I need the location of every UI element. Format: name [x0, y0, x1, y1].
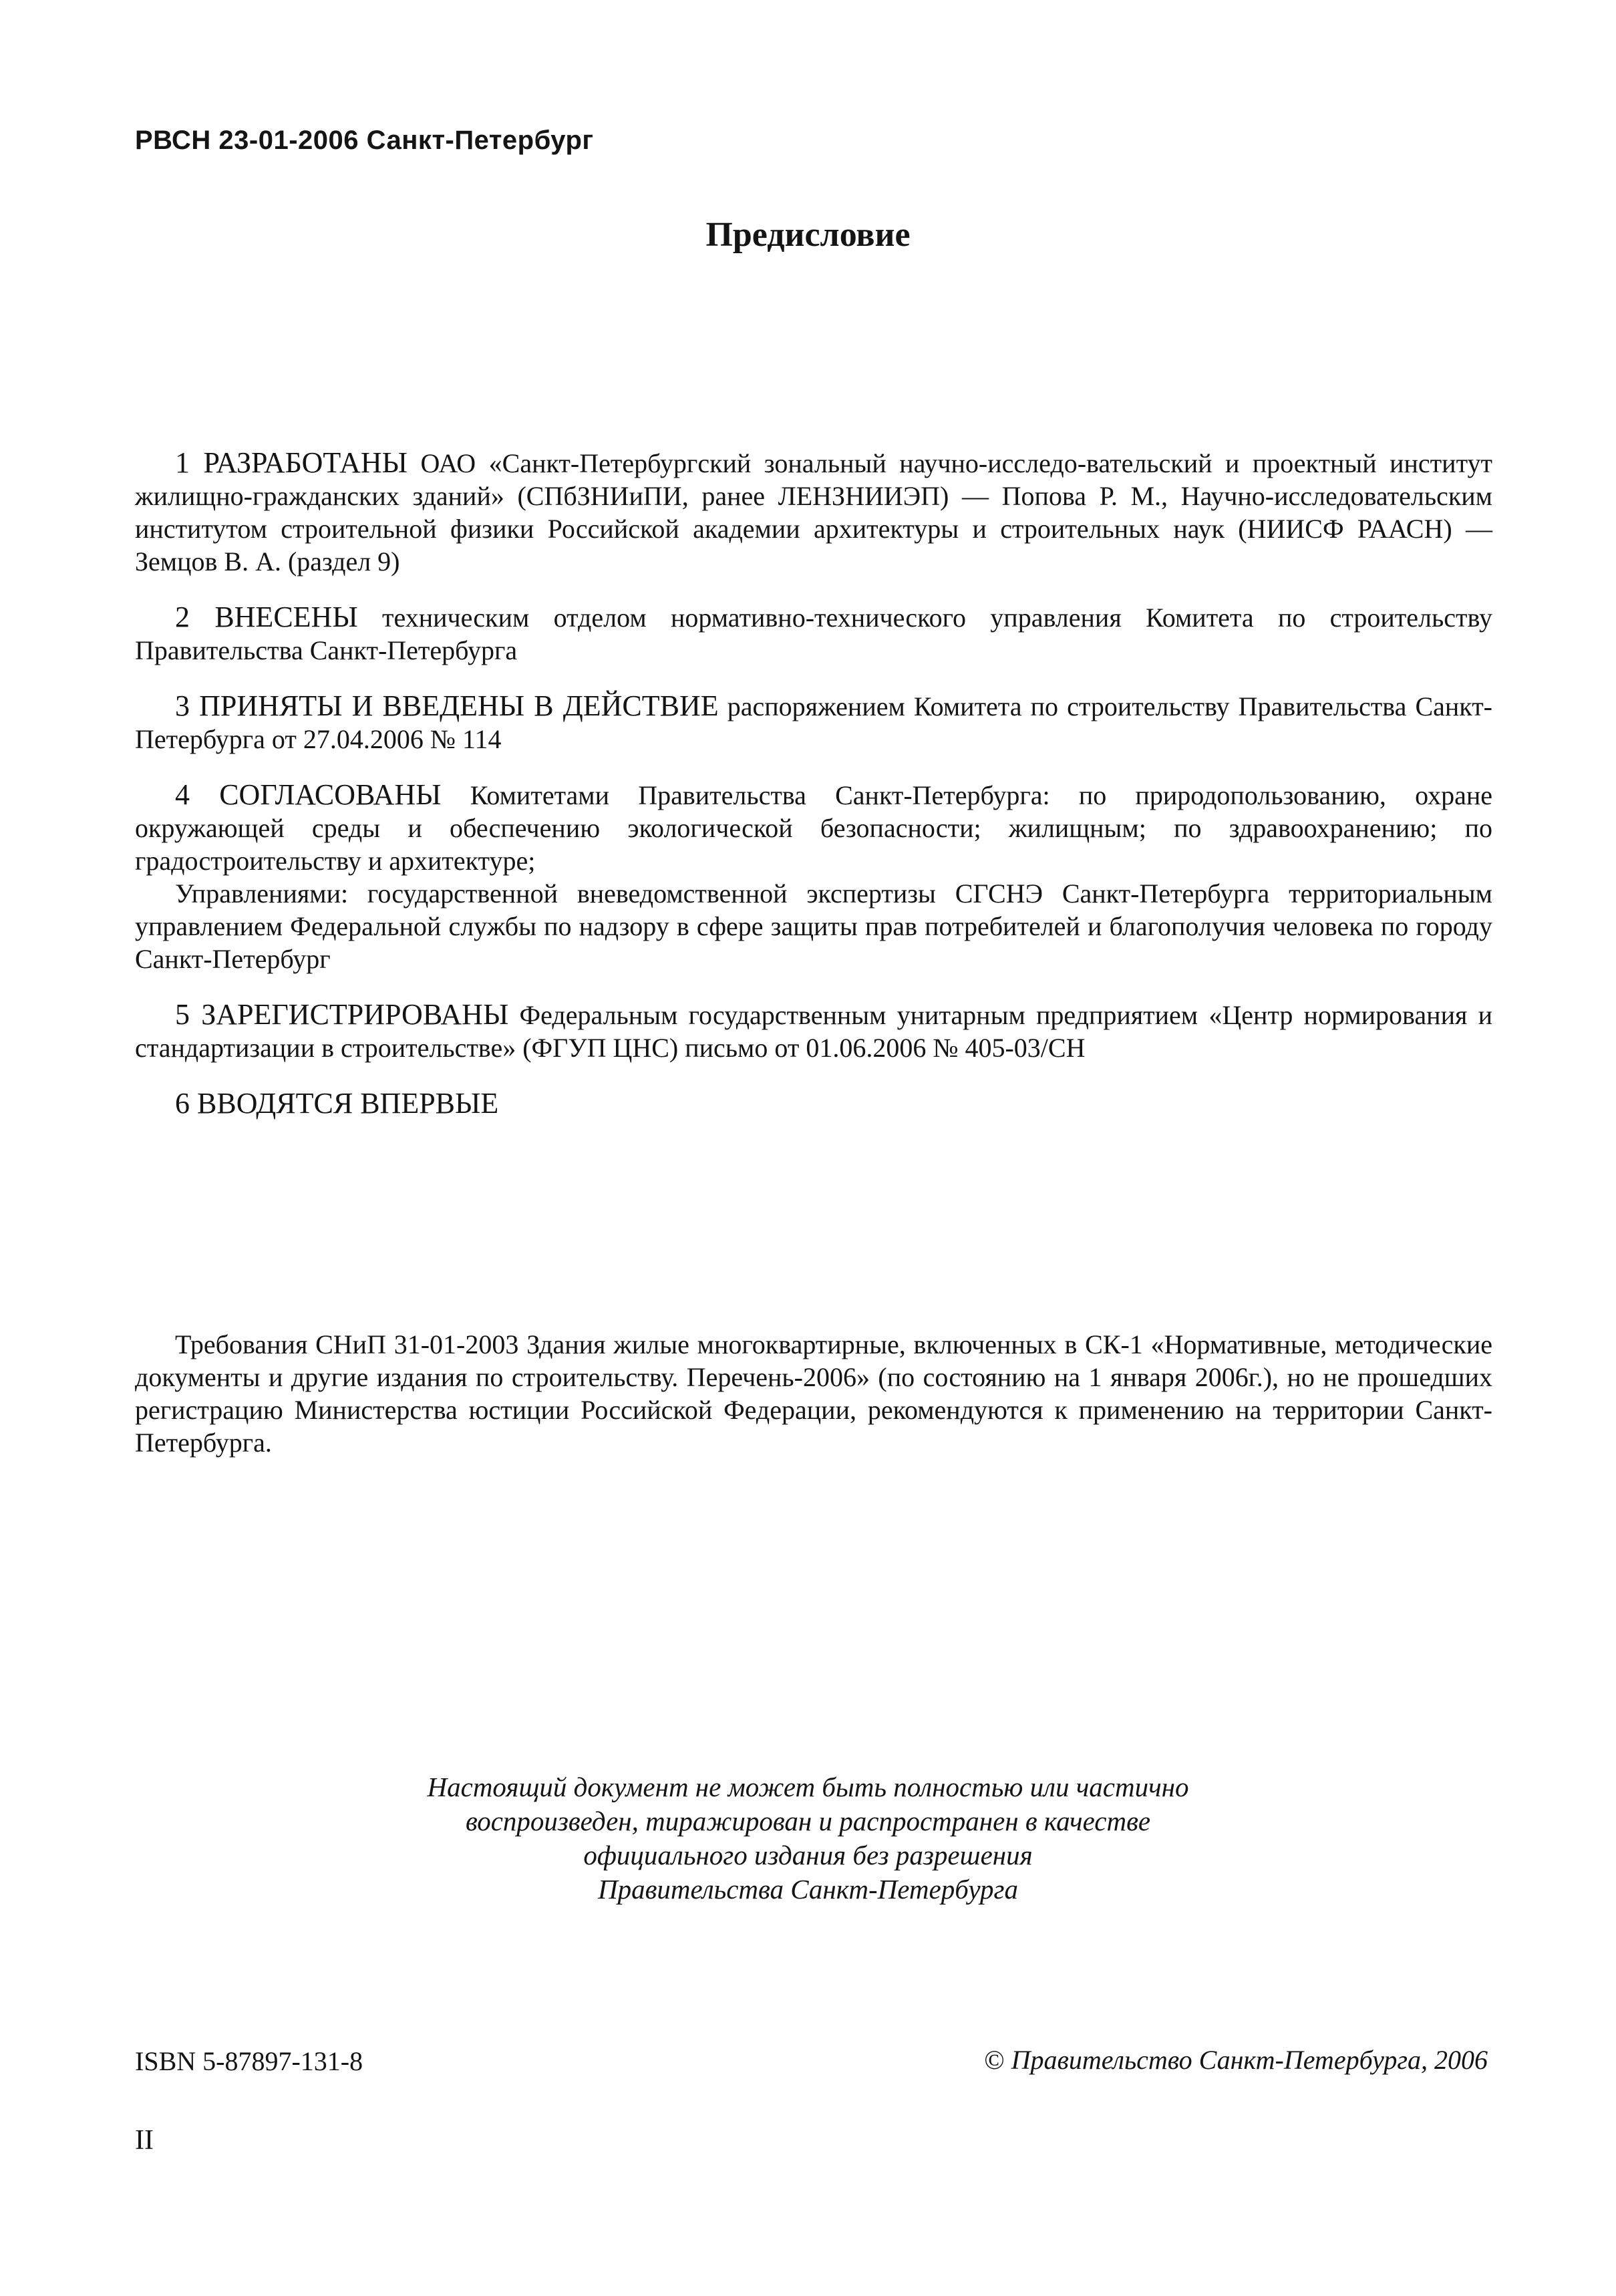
item-lead: 6 ВВОДЯТСЯ ВПЕРВЫЕ: [175, 1087, 499, 1120]
item-text: Комитетами Правительства Санкт-Петербурга: по природопользованию, охране окружающей среды и обеспечению экологической безопасности; жилищным; по здравоохранению; по градостроительству и архитектуре;: [135, 780, 1492, 876]
notice-line: Правительства Санкт-Петербурга: [598, 1874, 1018, 1905]
isbn: ISBN 5-87897-131-8: [135, 2046, 363, 2076]
item-lead: 1 РАЗРАБОТАНЫ: [175, 446, 408, 479]
item-text: Федеральным государственным унитарным предприятием «Центр нормирования и стандартизации в строительстве» (ФГУП ЦНС) письмо от 01.06.2006 № 405-03/СН: [135, 1000, 1492, 1063]
item-lead: 4 СОГЛАСОВАНЫ: [175, 778, 442, 811]
copyright-notice: [0, 1770, 1616, 1907]
preface-item-6: [135, 1087, 1492, 1120]
item-lead: 2 ВНЕСЕНЫ: [175, 601, 358, 633]
item-text: ОАО «Санкт-Петербургский зональный научно-исследо-вательский и проектный институт жилищно-гражданских зданий» (СПбЗНИиПИ, ранее ЛЕНЗНИИЭП) — Попова Р. М., Научно-исследовательским институтом строительной физики Российской академии архитектуры и строительных наук (НИИСФ РААСН) — Земцов В. А. (раздел 9): [135, 448, 1492, 577]
preface-item-3: [135, 689, 1492, 756]
document-code-header: РВСН 23-01-2006 Санкт-Петербург: [135, 126, 594, 155]
item-text: техническим отделом нормативно-технического управления Комитета по строительству Правительства Санкт-Петербурга: [135, 603, 1492, 665]
preface-item-4-continuation: Управлениями: государственной вневедомственной экспертизы СГСНЭ Санкт-Петербурга территориальным управлением Федеральной службы по надзору в сфере защиты прав потребителей и благополучия человека по городу Санкт-Петербург: [135, 878, 1492, 974]
notice-line: воспроизведен, тиражирован и распространен в качестве: [465, 1806, 1151, 1836]
preface-item-5: [135, 998, 1492, 1064]
preface-item-4: [135, 778, 1492, 877]
page-title: Предисловие: [705, 216, 911, 254]
preface-item-1: [135, 446, 1492, 578]
copyright-symbol: ©: [984, 2045, 1005, 2075]
requirements-note: Требования СНиП 31-01-2003 Здания жилые многоквартирные, включенных в СК-1 «Нормативные, методические документы и другие издания по строительству. Перечень-2006» (по состоянию на 1 января 2006г.), но не прошедших регистрацию Министерства юстиции Российской Федерации, рекомендуются к применению на территории Санкт-Петербурга.: [135, 1329, 1492, 1458]
preface-item-2: [135, 601, 1492, 667]
copyright-holder: Правительство Санкт-Петербурга, 2006: [1011, 2045, 1488, 2075]
notice-line: Настоящий документ не может быть полностью или частично: [427, 1772, 1189, 1802]
requirements-note-block: [135, 1328, 1492, 1459]
item-lead: 3 ПРИНЯТЫ И ВВЕДЕНЫ В ДЕЙСТВИЕ: [175, 689, 719, 722]
item-text: распоряжением Комитета по строительству Правительства Санкт-Петербурга от 27.04.2006 № 114: [135, 691, 1492, 754]
item-lead: 5 ЗАРЕГИСТРИРОВАНЫ: [175, 998, 509, 1031]
page-number: II: [135, 2125, 154, 2156]
preface-items: [135, 446, 1492, 1120]
copyright-line: [984, 2044, 1488, 2076]
notice-line: официального издания без разрешения: [583, 1840, 1033, 1870]
